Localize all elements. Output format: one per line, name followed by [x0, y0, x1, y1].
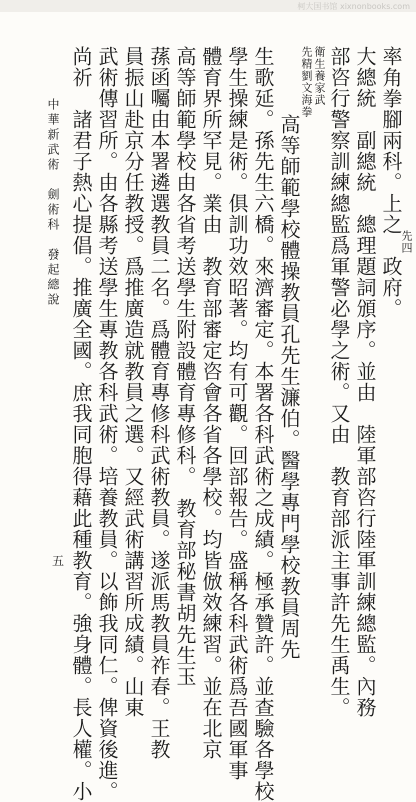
text-column-2: 大總統 副總統 總理題詞頒序。並由 陸軍部咨行陸軍訓練總監。內務 [353, 46, 377, 718]
text-column-4: 高等師範學校體操教員孔先生濂伯。醫學專門學校教員周先 [277, 114, 301, 660]
small-note: 先四 [400, 230, 413, 254]
page-number: 五 [52, 554, 65, 568]
text-column-3: 部咨行警察訓練總監爲軍警必學之術。又由 教育部派主事許先生禹生。 [327, 46, 351, 718]
text-column-8: 高等師範學校由各省考送學生附設體育專修科。 教育部秘書胡先生玉 [173, 46, 197, 687]
text-column-10: 員振山赴京分任教授。爲推廣造就教員之選。又經武術講習所成績。山東 [121, 46, 145, 718]
text-column-12: 尚祈 諸君子熱心提倡。推廣全國。庶我同胞得藉此種教育。強身體。長人權。小 [69, 46, 93, 802]
top-strip [0, 0, 416, 12]
annotation-column-b: 先精劉文海拳 [300, 46, 313, 118]
text-column-6: 學生操練是術。俱訓功效昭著。均有可觀。回部報告。盛稱各科武術爲吾國軍事 [225, 46, 249, 781]
annotation-column-a: 衛生養家武 [313, 46, 326, 106]
text-column-9: 蓀函囑由本署遴選教員二名。爲體育專修科武術教員。遂派馬教員祚春。王教 [147, 46, 171, 760]
watermark: 柯大国书馆 xixnonbooks.com [297, 2, 410, 11]
document-page [0, 18, 416, 802]
text-column-11: 武術傳習所。由各縣考送學生專教各科武術。培養教員。以飾我同仁。俾資後進。 [95, 46, 119, 802]
text-column-7: 體育界所罕見。業由 教育部審定咨會各省各學校。均皆倣效練習。並在北京 [199, 46, 223, 760]
text-column-5: 生歌延。孫先生六橋。來濟審定。本署各科武術之成績。極承贊許。並查驗各學校 [251, 46, 275, 802]
side-title: 中華新武術 劍術科 發起總說 [46, 98, 60, 308]
text-column-1: 率角拳腳兩科。上之 政府。 [379, 46, 403, 319]
